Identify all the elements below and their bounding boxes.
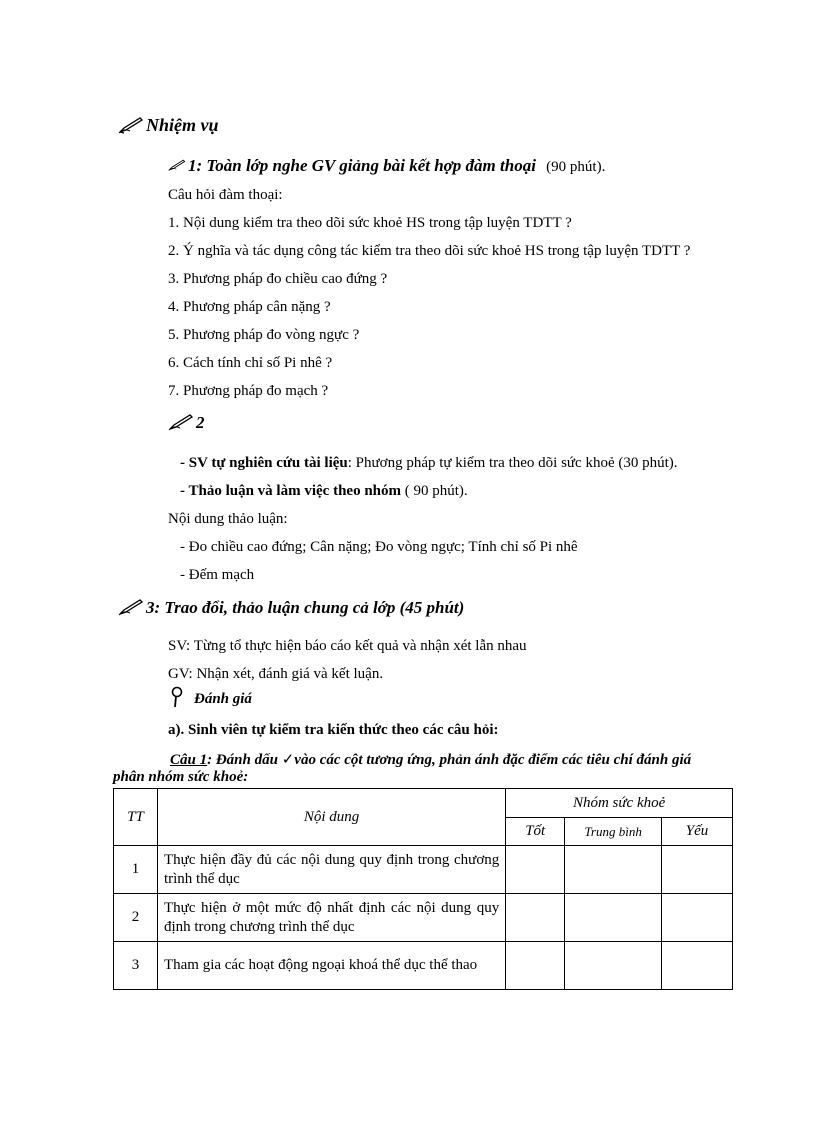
evaluation-heading bbox=[170, 686, 252, 708]
discussion-item-2: - Đếm mạch bbox=[180, 567, 255, 583]
question-2: 2. Ý nghĩa và tác dụng công tác kiểm tra theo dõi sức khoẻ HS trong tập luyện TDTT ? bbox=[168, 243, 691, 259]
task2-line2 bbox=[180, 483, 468, 500]
evaluation-title: Đánh giá bbox=[194, 691, 252, 707]
evaluation-subtitle: a). Sinh viên tự kiểm tra kiến thức theo các câu hỏi: bbox=[168, 722, 499, 738]
subheader-good: Tốt bbox=[506, 818, 565, 846]
question-text-b: vào các cột tương ứng, phản ánh đặc điểm các tiêu chí đánh giá bbox=[294, 752, 692, 768]
table-header-row bbox=[114, 789, 733, 818]
row-content: Thực hiện ở một mức độ nhất định các nội dung quy định trong chương trình thể dục bbox=[157, 894, 505, 942]
pencil-icon bbox=[118, 598, 144, 616]
question-1: 1. Nội dung kiểm tra theo dõi sức khoẻ HS trong tập luyện TDTT ? bbox=[168, 215, 572, 231]
question-7: 7. Phương pháp đo mạch ? bbox=[168, 383, 329, 399]
section-heading bbox=[118, 115, 219, 136]
row-tt: 2 bbox=[114, 894, 158, 942]
question-text-a: : Đánh dấu bbox=[207, 752, 282, 768]
table-row bbox=[114, 942, 733, 990]
question-1-prompt-cont: phân nhóm sức khoẻ: bbox=[113, 769, 249, 785]
pencil-icon bbox=[118, 116, 144, 134]
question-1-prompt bbox=[170, 750, 756, 769]
task2-line2-rest: ( 90 phút). bbox=[401, 483, 468, 499]
cell-good[interactable] bbox=[506, 846, 565, 894]
pin-icon bbox=[170, 686, 184, 708]
cell-weak[interactable] bbox=[662, 846, 733, 894]
task3-gv-line: GV: Nhận xét, đánh giá và kết luận. bbox=[168, 666, 384, 682]
task1-time: (90 phút). bbox=[546, 159, 606, 175]
cell-average[interactable] bbox=[565, 942, 662, 990]
task1-heading bbox=[168, 156, 605, 176]
table-row bbox=[114, 894, 733, 942]
section-title: Nhiệm vụ bbox=[146, 115, 219, 135]
cell-good[interactable] bbox=[506, 942, 565, 990]
pencil-icon bbox=[168, 413, 194, 431]
row-tt: 3 bbox=[114, 942, 158, 990]
row-content: Thực hiện đầy đủ các nội dung quy định trong chương trình thể dục bbox=[157, 846, 505, 894]
row-content: Tham gia các hoạt động ngoại khoá thể dục thể thao bbox=[157, 942, 505, 990]
header-content: Nội dung bbox=[157, 789, 505, 846]
task2-line1-rest: : Phương pháp tự kiểm tra theo dõi sức khoẻ (30 phút). bbox=[347, 455, 678, 471]
question-5: 5. Phương pháp đo vòng ngực ? bbox=[168, 327, 360, 343]
discussion-label: Nội dung thảo luận: bbox=[168, 511, 288, 527]
task2-line1 bbox=[180, 455, 678, 472]
row-tt: 1 bbox=[114, 846, 158, 894]
task2-line2-bold: - Thảo luận và làm việc theo nhóm bbox=[180, 483, 401, 499]
task3-title: 3: Trao đổi, thảo luận chung cả lớp (45 phút) bbox=[146, 598, 465, 617]
cell-weak[interactable] bbox=[662, 942, 733, 990]
task2-heading bbox=[168, 413, 205, 433]
header-group: Nhóm sức khoẻ bbox=[506, 789, 733, 818]
question-6: 6. Cách tính chỉ số Pi nhê ? bbox=[168, 355, 333, 371]
header-tt: TT bbox=[114, 789, 158, 846]
task2-title: 2 bbox=[196, 413, 205, 432]
task1-title: 1: Toàn lớp nghe GV giảng bài kết hợp đàm thoại bbox=[188, 156, 536, 175]
table-row bbox=[114, 846, 733, 894]
task3-heading bbox=[118, 598, 464, 618]
subheader-weak: Yếu bbox=[662, 818, 733, 846]
task2-line1-bold: - SV tự nghiên cứu tài liệu bbox=[180, 455, 348, 471]
question-label: Câu 1 bbox=[170, 752, 208, 768]
health-group-table bbox=[113, 788, 733, 990]
task3-sv-line: SV: Từng tổ thực hiện báo cáo kết quả và nhận xét lẫn nhau bbox=[168, 638, 527, 654]
check-mark-icon: ✓ bbox=[281, 752, 295, 768]
question-3: 3. Phương pháp đo chiều cao đứng ? bbox=[168, 271, 388, 287]
cell-good[interactable] bbox=[506, 894, 565, 942]
cell-weak[interactable] bbox=[662, 894, 733, 942]
cell-average[interactable] bbox=[565, 846, 662, 894]
task1-intro: Câu hỏi đàm thoại: bbox=[168, 187, 283, 203]
cell-average[interactable] bbox=[565, 894, 662, 942]
question-4: 4. Phương pháp cân nặng ? bbox=[168, 299, 331, 315]
subheader-average: Trung bình bbox=[565, 818, 662, 846]
pencil-icon bbox=[168, 156, 186, 174]
discussion-item-1: - Đo chiều cao đứng; Cân nặng; Đo vòng ngực; Tính chỉ số Pi nhê bbox=[180, 539, 578, 555]
